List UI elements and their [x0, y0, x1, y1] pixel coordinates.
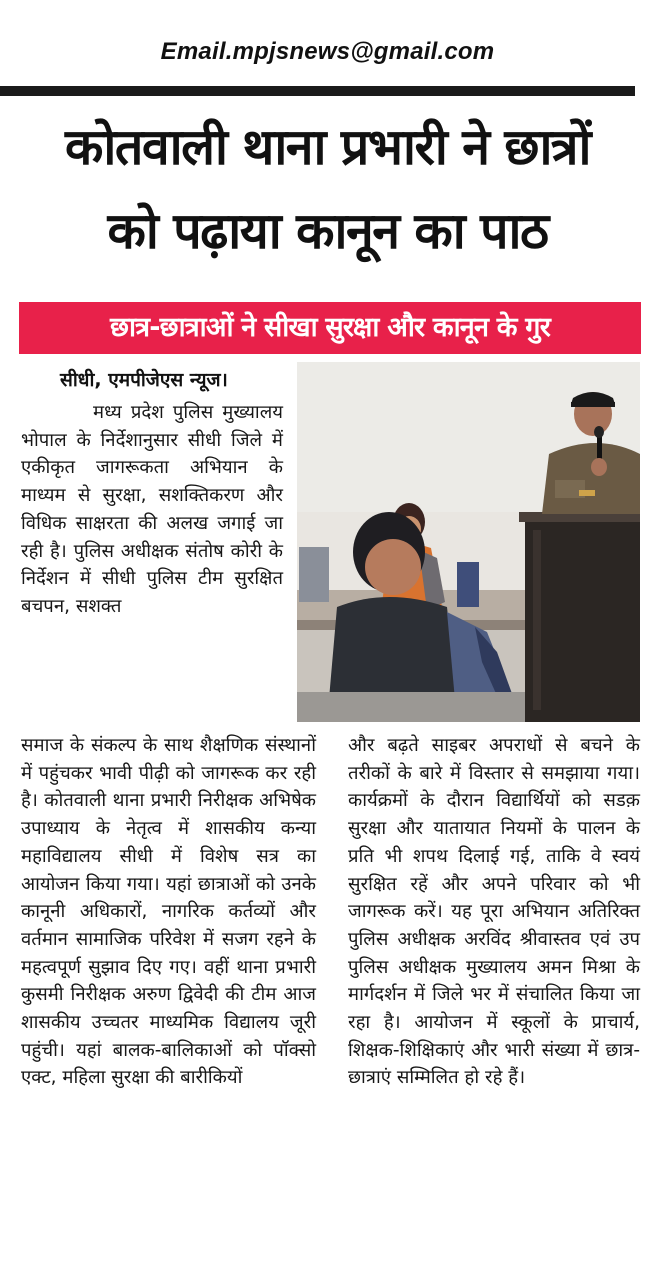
subheadline-banner: [19, 302, 641, 354]
news-photo: [297, 362, 640, 722]
header-rule: [0, 86, 635, 96]
article-column-2: [21, 732, 316, 1092]
article-paragraph-2: समाज के संकल्प के साथ शैक्षणिक संस्थानों में पहुंचकर भावी पीढ़ी को जागरूक कर रही है। कोतवाली थाना प्रभारी निरीक्षक अभिषेक उपाध्याय के नेतृत्व में शासकीय कन्या महाविद्यालय सीधी में विशेष सत्र का आयोजन किया गया। यहां छात्राओं को उनके कानूनी अधिकारों, नागरिक कर्तव्यों और वर्तमान सामाजिक परिवेश में सजग रहने के महत्वपूर्ण सुझाव दिए गए। वहीं थाना प्रभारी कुसमी निरीक्षक अरुण द्विवेदी की टीम आज शासकीय उच्चतर माध्यमिक विद्यालय जूरी पहुंची। यहां बालक-बालिकाओं को पॉक्सो एक्ट, महिला सुरक्षा की बारीकियों: [21, 735, 316, 1089]
headline-line-1: कोतवाली थाना प्रभारी ने छात्रों: [65, 118, 590, 176]
article-column-1: [21, 399, 283, 621]
headline-line-2: को पढ़ाया कानून का पाठ: [107, 202, 548, 260]
dateline: सीधी, एमपीजेएस न्यूज।: [60, 369, 228, 391]
newspaper-email: Email.mpjsnews@gmail.com: [160, 38, 495, 65]
article-column-3: [348, 732, 640, 1092]
article-paragraph-1: मध्य प्रदेश पुलिस मुख्यालय भोपाल के निर्देशानुसार सीधी जिले में एकीकृत जागरूकता अभियान के माध्यम से सुरक्षा, सशक्तिकरण और विधिक साक्षरता की अलख जगाई जा रही है। पुलिस अधीक्षक संतोष कोरी के निर्देशन में सीधी पुलिस टीम सुरक्षित बचपन, सशक्त: [21, 402, 283, 617]
subheadline-text: छात्र-छात्राओं ने सीखा सुरक्षा और कानून के गुर: [110, 312, 550, 343]
article-paragraph-3: और बढ़ते साइबर अपराधों से बचने के तरीकों के बारे में विस्तार से समझाया गया। कार्यक्रमों के दौरान विद्यार्थियों को सडक़ सुरक्षा और यातायात नियमों के पालन के प्रति भी शपथ दिलाई गई, ताकि वे स्वयं सुरक्षित रहें और अपने परिवार को भी जागरूक करें। यह पूरा अभियान अतिरिक्त पुलिस अधीक्षक अरविंद श्रीवास्तव एवं उप पुलिस अधीक्षक मुख्यालय अमन मिश्रा के मार्गदर्शन में जिले भर में संचालित किया जा रहा है। आयोजन में स्कूलों के प्राचार्य, शिक्षक-शिक्षिकाएं और भारी संख्या में छात्र-छात्राएं सम्मिलित हो रहे हैं।: [348, 735, 640, 1089]
